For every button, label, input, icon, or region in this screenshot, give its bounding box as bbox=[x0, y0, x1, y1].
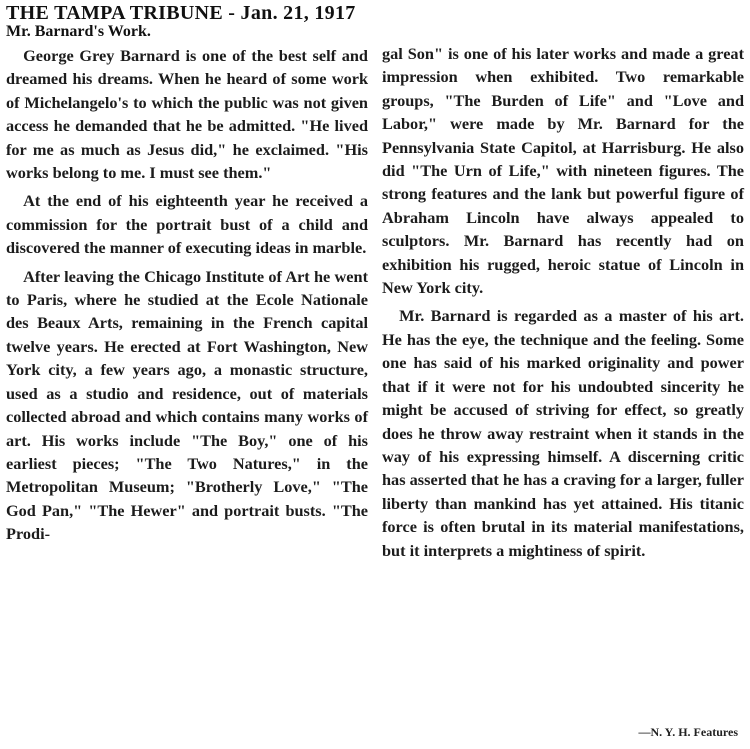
left-column bbox=[6, 44, 368, 546]
paragraph-2: At the end of his eighteenth year he received a commission for the portrait bust of a child and discovered the manner of executing ideas in marble. bbox=[6, 191, 368, 258]
paragraph-5: Mr. Barnard is regarded as a master of his art. He has the eye, the technique and the feeling. Some one has said of his marked originality and power that if it were not for his undoubted sincerity he might be accused of striving for effect, so greatly does he throw away restraint when it stands in the way of his expressing himself. A discerning critic has asserted that he has a craving for a larger, fuller liberty than mankind has yet attained. His titanic force is often brutal in its material manifestations, but it interprets a mightiness of spirit. bbox=[382, 306, 744, 560]
article-headline: Mr. Barnard's Work. bbox=[6, 23, 151, 40]
paragraph-1: George Grey Barnard is one of the best self and dreamed his dreams. When he heard of some work of Michelangelo's to which the public was not given access he demanded that he be admitted. "He lived for me as much as Jesus did," he exclaimed. "His works belong to me. I must see them." bbox=[6, 46, 368, 183]
paragraph-4: gal Son" is one of his later works and made a great impression when exhibited. Two remarkable groups, "The Burden of Life" and "Love and Labor," were made by Mr. Barnard for the Pennsylvania State Capitol, at Harrisburg. He also did "The Urn of Life," with nineteen figures. The strong features and the lank but powerful figure of Abraham Lincoln have always appealed to sculptors. Mr. Barnard has recently had on exhibition his rugged, heroic statue of Lincoln in New York city. bbox=[382, 44, 744, 298]
right-column bbox=[382, 42, 744, 562]
paragraph-3: After leaving the Chicago Institute of Art he went to Paris, where he studied at the Ecole Nationale des Beaux Arts, remaining in the French capital twelve years. He erected at Fort Washington, New York city, a few years ago, a monastic structure, used as a studio and residence, out of materials collected abroad and which contains many works of art. His works include "The Boy," one of his earliest pieces; "The Two Natures," in the Metropolitan Museum; "Brotherly Love," "The God Pan," "The Hewer" and portrait busts. "The Prodi- bbox=[6, 266, 368, 544]
masthead: THE TAMPA TRIBUNE - Jan. 21, 1917 bbox=[6, 2, 356, 24]
source-credit: —N. Y. H. Features bbox=[638, 725, 738, 739]
